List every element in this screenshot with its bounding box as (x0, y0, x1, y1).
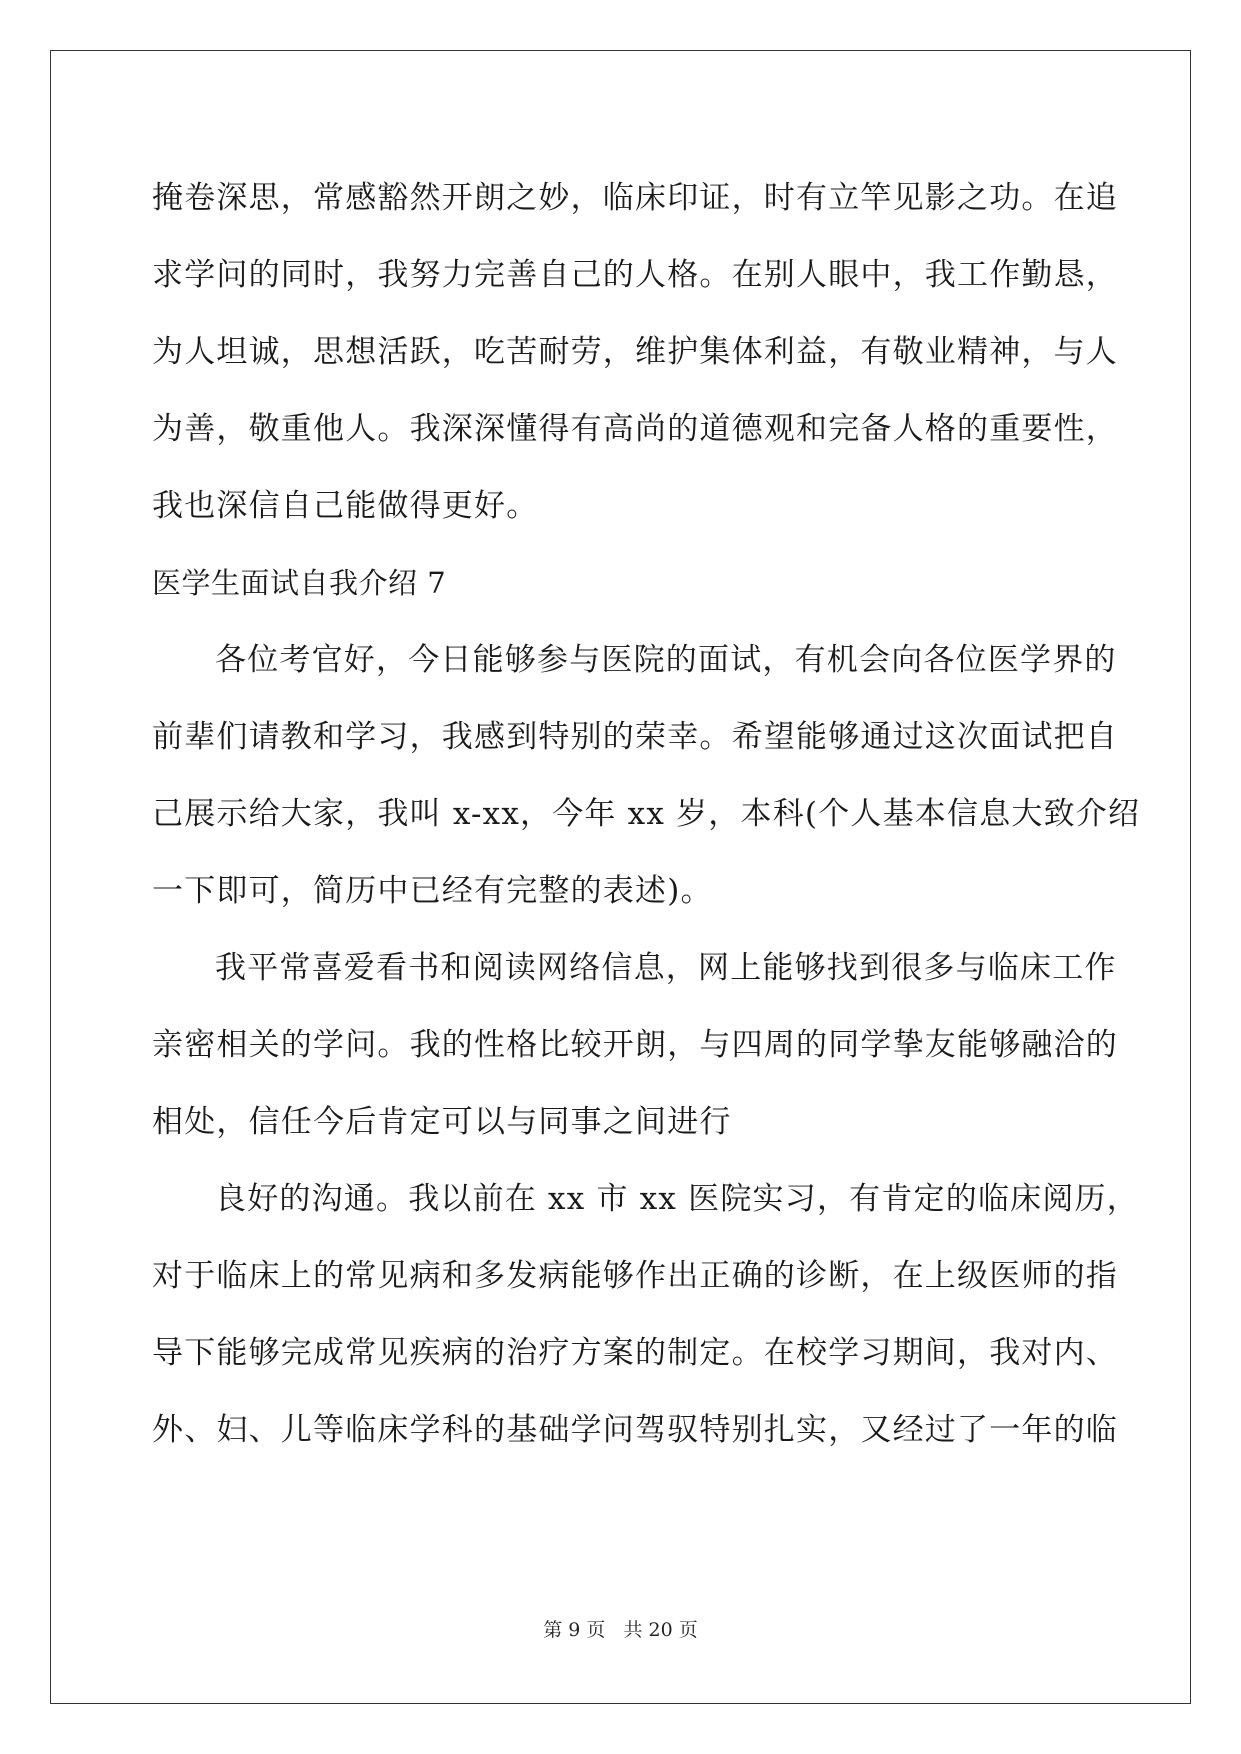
document-body (152, 160, 1141, 1469)
paragraph-line: 导下能够完成常见疾病的治疗方案的制定。在校学习期间，我对内、 (152, 1335, 1118, 1371)
page-number: 第 9 页 (543, 1619, 606, 1641)
paragraph-line: 良好的沟通。我以前在 xx 市 xx 医院实习，有肯定的临床阅历， (215, 1181, 1139, 1217)
paragraph-line: 求学问的同时，我努力完善自己的人格。在别人眼中，我工作勤恳， (152, 257, 1118, 293)
paragraph-line: 己展示给大家，我叫 x-xx，今年 xx 岁，本科(个人基本信息大致介绍 (152, 796, 1141, 832)
paragraph-line: 我平常喜爱看书和阅读网络信息，网上能够找到很多与临床工作 (215, 950, 1117, 986)
page-footer (0, 1615, 1241, 1642)
paragraph-line: 前辈们请教和学习，我感到特别的荣幸。希望能够通过这次面试把自 (152, 719, 1118, 755)
paragraph-line: 对于临床上的常见病和多发病能够作出正确的诊断，在上级医师的指 (152, 1258, 1118, 1294)
paragraph-line: 外、妇、儿等临床学科的基础学问驾驭特别扎实，又经过了一年的临 (152, 1412, 1118, 1448)
paragraph-line: 为善，敬重他人。我深深懂得有高尚的道德观和完备人格的重要性， (152, 411, 1118, 447)
paragraph-line: 我也深信自己能做得更好。 (152, 488, 539, 524)
paragraph-line: 各位考官好，今日能够参与医院的面试，有机会向各位医学界的 (215, 642, 1117, 678)
paragraph-line: 一下即可，简历中已经有完整的表述)。 (152, 873, 713, 909)
paragraph-line: 亲密相关的学问。我的性格比较开朗，与四周的同学挚友能够融洽的 (152, 1027, 1118, 1063)
paragraph-line: 为人坦诚，思想活跃，吃苦耐劳，维护集体利益，有敬业精神，与人 (152, 334, 1118, 370)
paragraph-line: 掩卷深思，常感豁然开朗之妙，临床印证，时有立竿见影之功。在追 (152, 180, 1118, 216)
paragraph-line: 相处，信任今后肯定可以与同事之间进行 (152, 1104, 732, 1140)
section-heading: 医学生面试自我介绍 7 (152, 566, 447, 600)
page-total: 共 20 页 (623, 1619, 698, 1641)
